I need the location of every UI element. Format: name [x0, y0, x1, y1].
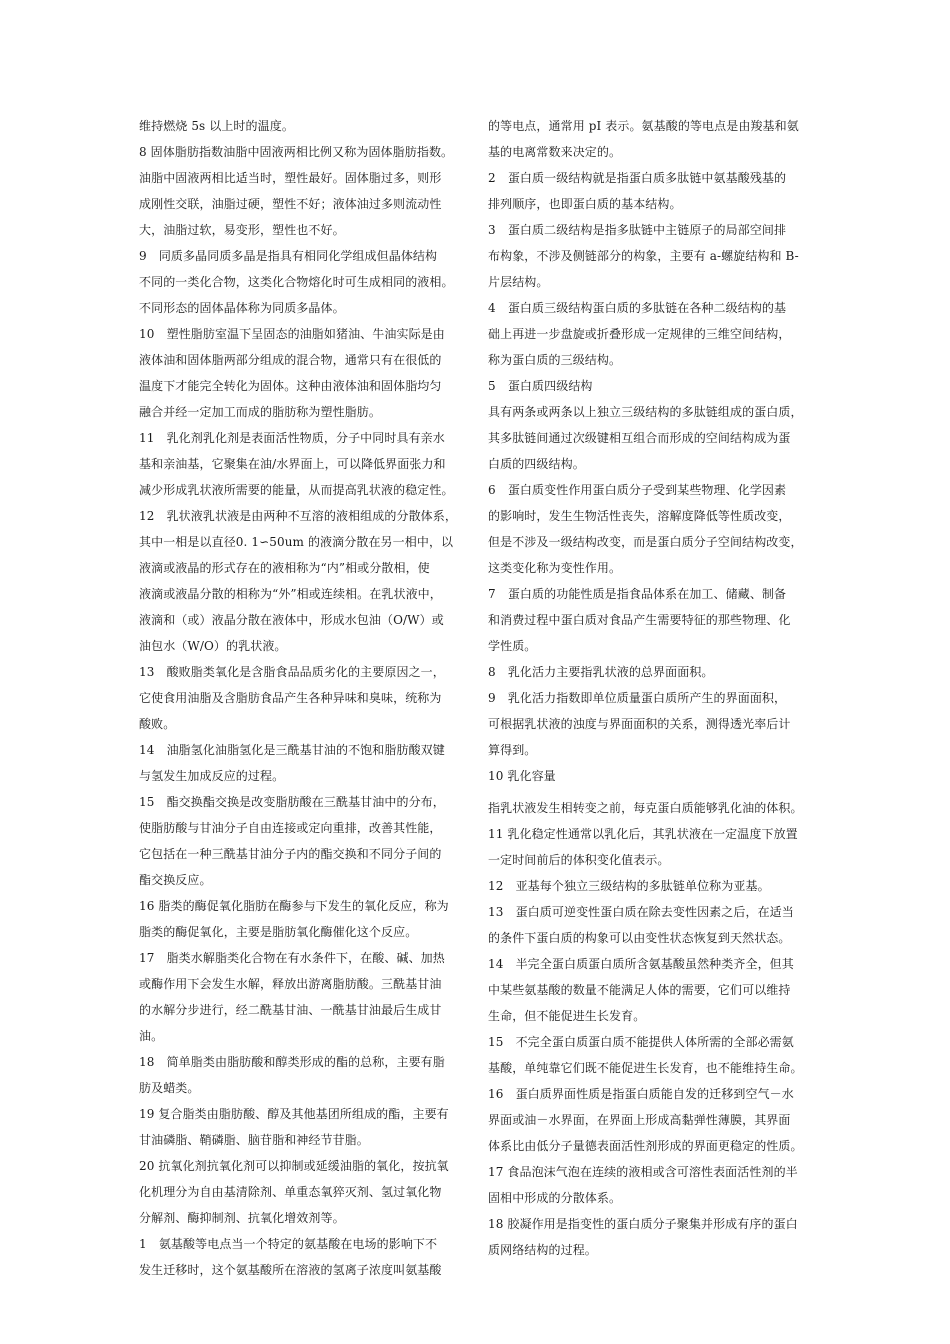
text-line: 的影响时，发生生物活性丧失，溶解度降低等性质改变， — [488, 509, 791, 523]
text-line: 甘油磷脂、鞘磷脂、脑苷脂和神经节苷脂。 — [139, 1133, 369, 1147]
text-line: 融合并经一定加工而成的脂肪称为塑性脂肪。 — [139, 405, 382, 419]
text-line: 成刚性交联，油脂过硬，塑性不好；液体油过多则流动性 — [139, 197, 442, 211]
text-line: 脂类的酶促氧化，主要是脂肪氧化酶催化这个反应。 — [139, 925, 418, 939]
text-line: 具有两条或两条以上独立三级结构的多肽链组成的蛋白质， — [488, 405, 803, 419]
text-line: 础上再进一步盘旋或折叠形成一定规律的三维空间结构， — [488, 327, 791, 341]
text-line: 14 油脂氢化油脂氢化是三酰基甘油的不饱和脂肪酸双键 — [139, 743, 445, 757]
text-line: 不同的一类化合物，这类化合物熔化时可生成相同的液相。 — [139, 275, 454, 289]
text-line: 体系比由低分子量德表面活性剂形成的界面更稳定的性质。 — [488, 1139, 803, 1153]
right-text-block-b — [488, 795, 821, 1263]
text-line: 15 酯交换酯交换是改变脂肪酸在三酰基甘油中的分布， — [139, 795, 445, 809]
right-text-block-a — [488, 113, 821, 789]
text-line: 11 乳化稳定性通常以乳化后，其乳状液在一定温度下放置 — [488, 827, 798, 841]
text-line: 5 蛋白质四级结构 — [488, 379, 593, 393]
text-line: 肪及蜡类。 — [139, 1081, 200, 1095]
text-line: 它包括在一种三酰基甘油分子内的酯交换和不同分子间的 — [139, 847, 442, 861]
text-line: 17 食品泡沫气泡在连续的液相或含可溶性表面活性剂的半 — [488, 1165, 798, 1179]
text-line: 油。 — [139, 1029, 164, 1043]
text-line: 3 蛋白质二级结构是指多肽链中主链原子的局部空间排 — [488, 223, 787, 237]
text-line: 16 脂类的酶促氧化脂肪在酶参与下发生的氧化反应，称为 — [139, 899, 449, 913]
text-line: 减少形成乳状液所需要的能量，从而提高乳状液的稳定性。 — [139, 483, 454, 497]
text-line: 2 蛋白质一级结构就是指蛋白质多肽链中氨基酸残基的 — [488, 171, 787, 185]
text-line: 白质的四级结构。 — [488, 457, 585, 471]
text-line: 与氢发生加成反应的过程。 — [139, 769, 285, 783]
text-line: 11 乳化剂乳化剂是表面活性物质，分子中同时具有亲水 — [139, 431, 445, 445]
text-line: 的等电点，通常用 pI 表示。氨基酸的等电点是由羧基和氨 — [488, 119, 799, 133]
text-line: 6 蛋白质变性作用蛋白质分子受到某些物理、化学因素 — [488, 483, 787, 497]
text-line: 的水解分步进行，经二酰基甘油、一酰基甘油最后生成甘 — [139, 1003, 442, 1017]
text-line: 其中一相是以直径0. 1∽50um 的液滴分散在另一相中，以 — [139, 535, 454, 549]
text-line: 9 乳化活力指数即单位质量蛋白质所产生的界面面积， — [488, 691, 787, 705]
text-line: 片层结构。 — [488, 275, 549, 289]
text-line: 排列顺序，也即蛋白质的基本结构。 — [488, 197, 682, 211]
text-line: 固相中形成的分散体系。 — [488, 1191, 622, 1205]
text-line: 12 亚基每个独立三级结构的多肽链单位称为亚基。 — [488, 879, 770, 893]
text-line: 8 固体脂肪指数油脂中固液两相比例又称为固体脂肪指数。 — [139, 145, 454, 159]
text-line: 13 酸败脂类氧化是含脂食品品质劣化的主要原因之一， — [139, 665, 445, 679]
text-line: 基的电离常数来决定的。 — [488, 145, 622, 159]
text-line: 12 乳状液乳状液是由两种不互溶的液相组成的分散体系， — [139, 509, 457, 523]
text-line: 油包水（W/O）的乳状液。 — [139, 639, 287, 653]
text-line: 10 塑性脂肪室温下呈固态的油脂如猪油、牛油实际是由 — [139, 327, 445, 341]
text-line: 温度下才能完全转化为固体。这种由液体油和固体脂均匀 — [139, 379, 442, 393]
text-line: 生命，但不能促进生长发育。 — [488, 1009, 646, 1023]
text-line: 其多肽链间通过次级键相互组合而形成的空间结构成为蛋 — [488, 431, 791, 445]
text-line: 或酶作用下会发生水解，释放出游离脂肪酸。三酰基甘油 — [139, 977, 442, 991]
text-line: 指乳状液发生相转变之前，每克蛋白质能够乳化油的体积。 — [488, 801, 803, 815]
text-line: 使脂肪酸与甘油分子自由连接或定向重排，改善其性能， — [139, 821, 442, 835]
text-line: 和消费过程中蛋白质对食品产生需要特征的那些物理、化 — [488, 613, 791, 627]
text-line: 中某些氨基酸的数量不能满足人体的需要，它们可以维持 — [488, 983, 791, 997]
text-line: 一定时间前后的体积变化值表示。 — [488, 853, 670, 867]
text-line: 质网络结构的过程。 — [488, 1243, 597, 1257]
text-line: 1 氨基酸等电点当一个特定的氨基酸在电场的影响下不 — [139, 1237, 438, 1251]
text-line: 14 半完全蛋白质蛋白质所含氨基酸虽然种类齐全，但其 — [488, 957, 794, 971]
text-line: 界面或油－水界面，在界面上形成高黏弹性薄膜，其界面 — [488, 1113, 791, 1127]
text-line: 发生迁移时，这个氨基酸所在溶液的氢离子浓度叫氨基酸 — [139, 1263, 442, 1277]
text-line: 13 蛋白质可逆变性蛋白质在除去变性因素之后，在适当 — [488, 905, 794, 919]
text-line: 8 乳化活力主要指乳状液的总界面面积。 — [488, 665, 714, 679]
text-line: 18 胶凝作用是指变性的蛋白质分子聚集并形成有序的蛋白 — [488, 1217, 798, 1231]
text-line: 大，油脂过软，易变形，塑性也不好。 — [139, 223, 345, 237]
text-line: 化机理分为自由基清除剂、单重态氧猝灭剂、氢过氧化物 — [139, 1185, 442, 1199]
text-line: 7 蛋白质的功能性质是指食品体系在加工、储藏、制备 — [488, 587, 787, 601]
text-line: 18 简单脂类由脂肪酸和醇类形成的酯的总称，主要有脂 — [139, 1055, 445, 1069]
text-line: 液体油和固体脂两部分组成的混合物，通常只有在很低的 — [139, 353, 442, 367]
text-line: 布构象，不涉及侧链部分的构象，主要有 a-螺旋结构和 B- — [488, 249, 799, 263]
text-line: 液滴或液晶分散的相称为“外”相或连续相。在乳状液中， — [139, 587, 442, 601]
text-line: 分解剂、酶抑制剂、抗氧化增效剂等。 — [139, 1211, 345, 1225]
text-line: 17 脂类水解脂类化合物在有水条件下，在酸、碱、加热 — [139, 951, 445, 965]
text-line: 的条件下蛋白质的构象可以由变性状态恢复到天然状态。 — [488, 931, 791, 945]
text-line: 基酸，单纯靠它们既不能促进生长发育，也不能维持生命。 — [488, 1061, 803, 1075]
text-line: 油脂中固液两相比适当时，塑性最好。固体脂过多，则形 — [139, 171, 442, 185]
text-line: 16 蛋白质界面性质是指蛋白质能自发的迁移到空气－水 — [488, 1087, 794, 1101]
text-line: 但是不涉及一级结构改变，而是蛋白质分子空间结构改变， — [488, 535, 803, 549]
text-line: 学性质。 — [488, 639, 537, 653]
text-line: 这类变化称为变性作用。 — [488, 561, 622, 575]
text-line: 液滴和（或）液晶分散在液体中，形成水包油（O/W）或 — [139, 613, 444, 627]
text-line: 4 蛋白质三级结构蛋白质的多肽链在各种二级结构的基 — [488, 301, 787, 315]
right-text-column — [488, 113, 821, 1263]
text-line: 酸败。 — [139, 717, 176, 731]
text-line: 液滴或液晶的形式存在的液相称为“内”相或分散相，使 — [139, 561, 430, 575]
text-line: 15 不完全蛋白质蛋白质不能提供人体所需的全部必需氨 — [488, 1035, 794, 1049]
text-line: 基和亲油基，它聚集在油/水界面上，可以降低界面张力和 — [139, 457, 446, 471]
text-line: 9 同质多晶同质多晶是指具有相同化学组成但晶体结构 — [139, 249, 438, 263]
text-line: 19 复合脂类由脂肪酸、醇及其他基团所组成的酯，主要有 — [139, 1107, 449, 1121]
text-line: 20 抗氧化剂抗氧化剂可以抑制或延缓油脂的氧化，按抗氧 — [139, 1159, 449, 1173]
text-line: 它使食用油脂及含脂肪食品产生各种异味和臭味，统称为 — [139, 691, 442, 705]
text-line: 维持燃烧 5s 以上时的温度。 — [139, 119, 294, 133]
text-line: 算得到。 — [488, 743, 537, 757]
text-line: 酯交换反应。 — [139, 873, 212, 887]
text-line: 可根据乳状液的浊度与界面面积的关系，测得透光率后计 — [488, 717, 791, 731]
text-line: 不同形态的固体晶体称为同质多晶体。 — [139, 301, 345, 315]
text-line: 10 乳化容量 — [488, 769, 556, 783]
text-line: 称为蛋白质的三级结构。 — [488, 353, 622, 367]
left-text-column — [139, 113, 467, 1283]
